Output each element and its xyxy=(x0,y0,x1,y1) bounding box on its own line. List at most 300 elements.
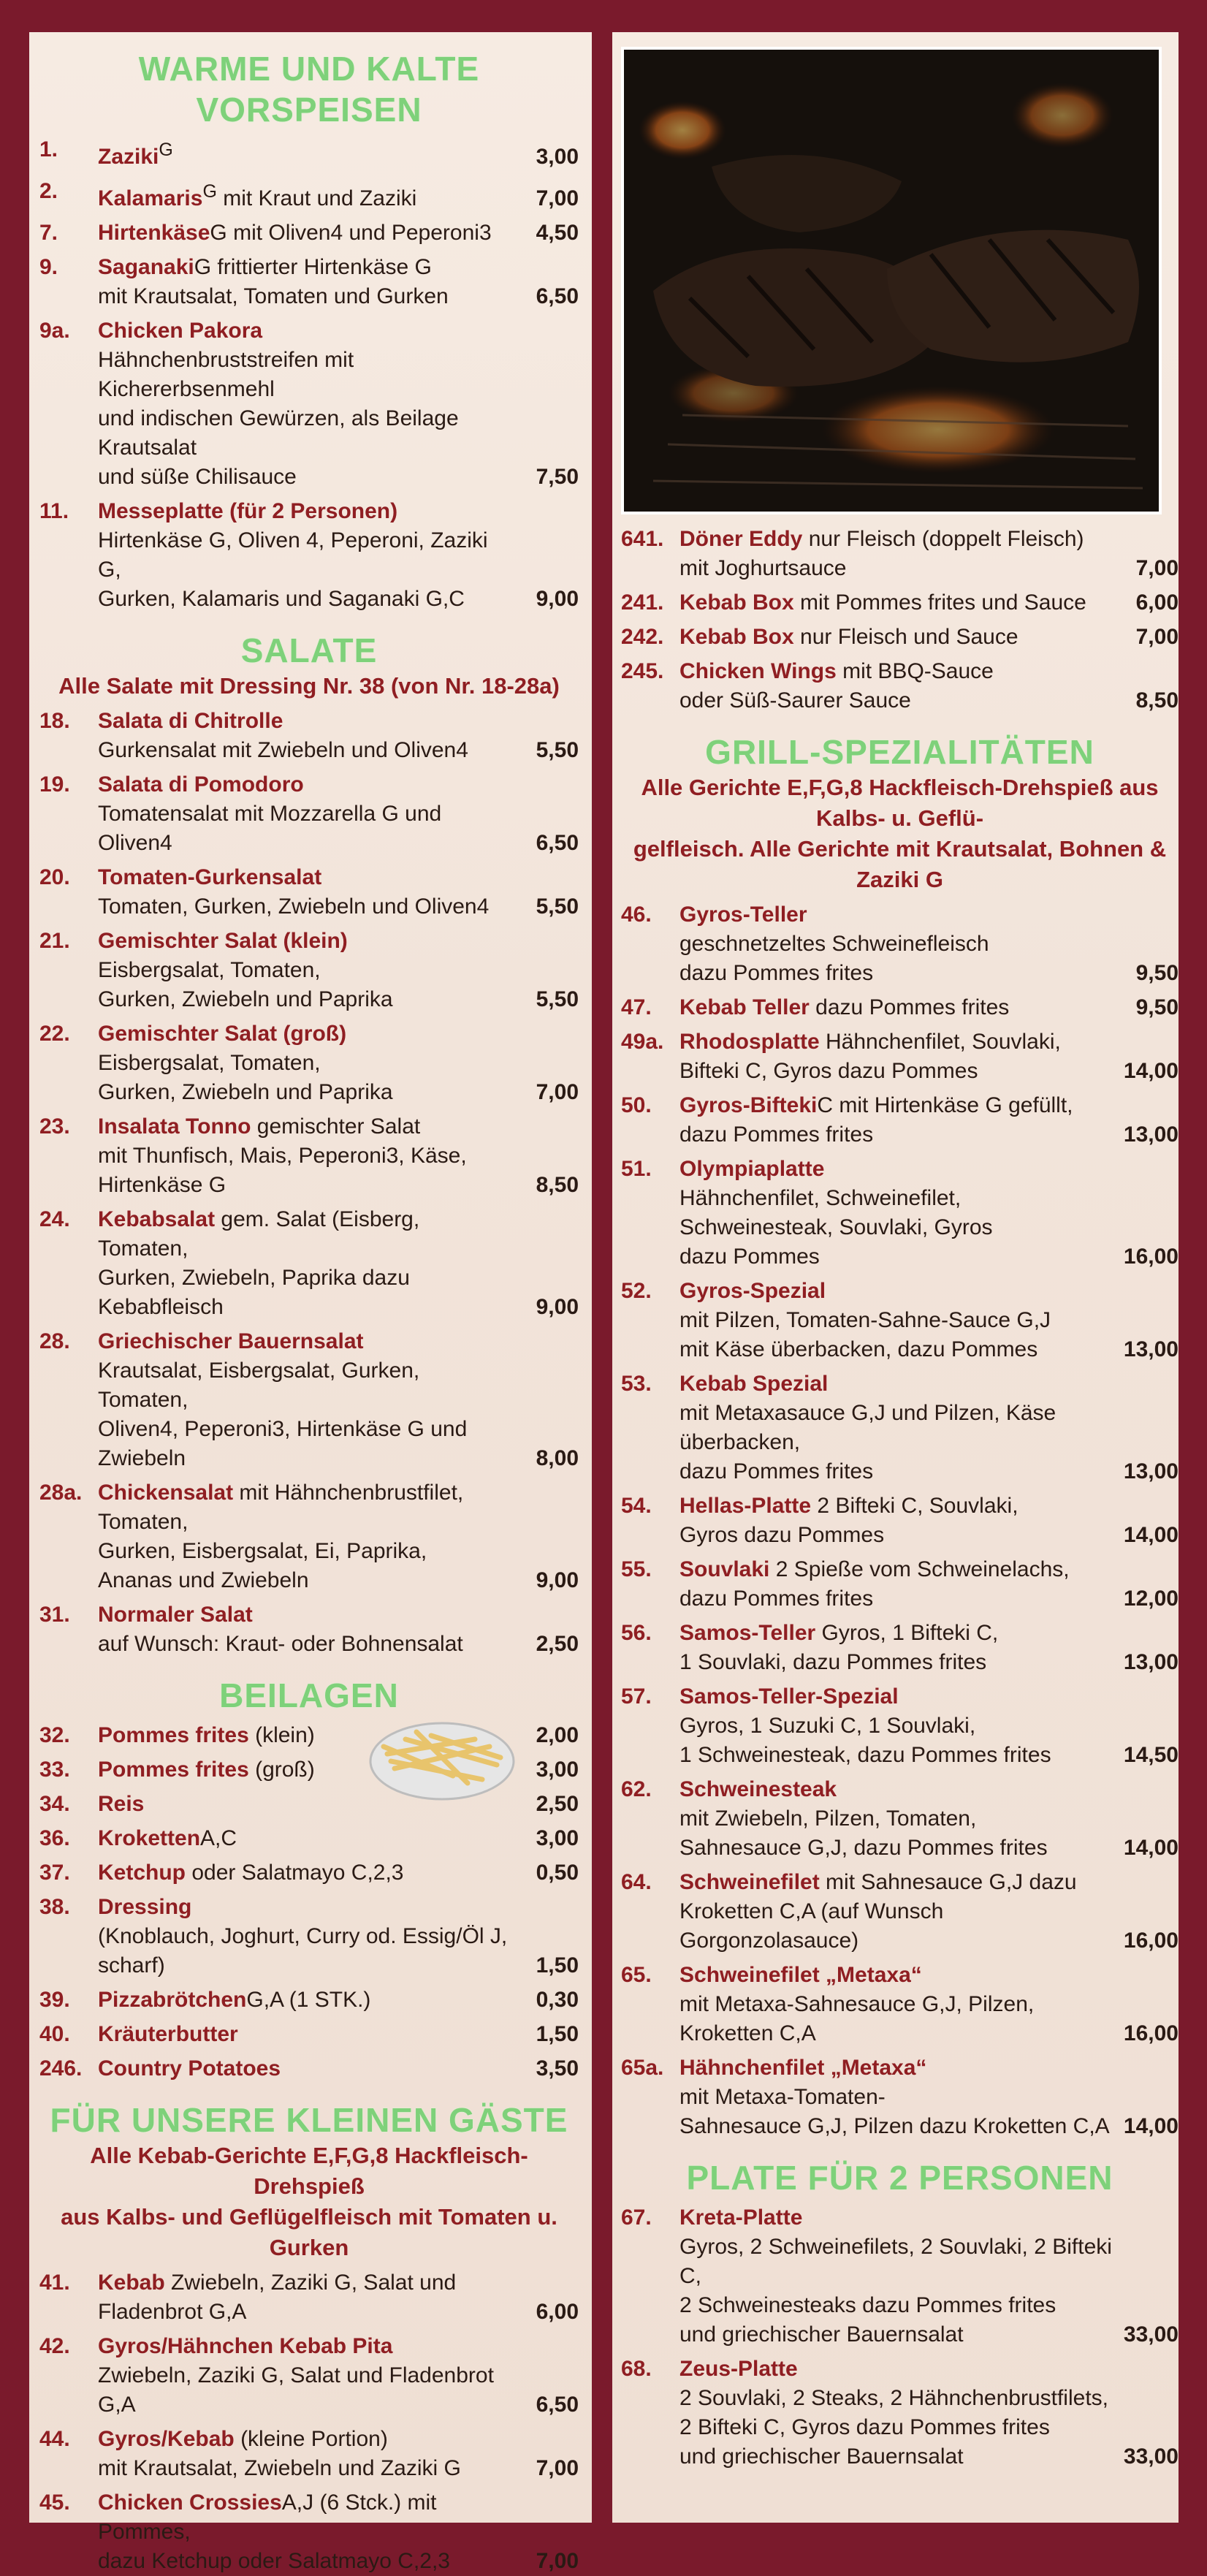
item-name: Gemischter Salat (klein) xyxy=(98,929,348,953)
item-detail-line: mit Käse überbacken, dazu Pommes xyxy=(679,1337,1038,1361)
item-description xyxy=(679,900,1113,988)
item-number: 21. xyxy=(39,929,70,953)
section-title: BEILAGEN xyxy=(219,1676,399,1714)
menu-item xyxy=(621,2355,1179,2471)
item-number: 641. xyxy=(621,527,664,551)
item-description xyxy=(679,1961,1113,2048)
item-price: 4,50 xyxy=(536,221,579,245)
item-number: 245. xyxy=(621,659,664,683)
item-name-line xyxy=(98,2020,513,2049)
item-number: 42. xyxy=(39,2334,70,2358)
item-name-line xyxy=(98,2425,513,2454)
menu-item xyxy=(39,1858,579,1888)
item-name: Chicken Wings xyxy=(679,659,837,683)
item-number: 31. xyxy=(39,1603,70,1627)
item-name-line xyxy=(98,1600,513,1630)
item-name-line xyxy=(98,177,513,213)
menu-item xyxy=(621,1277,1179,1364)
item-detail-line: auf Wunsch: Kraut- oder Bohnensalat xyxy=(98,1632,463,1656)
item-name-line xyxy=(679,993,1113,1022)
item-number: 32. xyxy=(39,1723,70,1747)
item-detail-line: Hirtenkäse G, Oliven 4, Peperoni, Zaziki G, xyxy=(98,528,488,582)
item-price: 16,00 xyxy=(1123,1245,1179,1269)
item-name-line xyxy=(679,2053,1113,2083)
menu-item xyxy=(621,1619,1179,1677)
menu-section xyxy=(39,630,579,1659)
item-price: 14,00 xyxy=(1123,2114,1179,2138)
item-name: Gyros-Teller xyxy=(679,903,807,927)
item-name: Gyros-Spezial xyxy=(679,1279,826,1303)
item-detail-line: mit Pilzen, Tomaten-Sahne-Sauce G,J xyxy=(679,1308,1051,1332)
item-price: 7,50 xyxy=(536,465,579,489)
item-detail: A,J (6 Stck.) mit Pommes, xyxy=(98,2490,437,2544)
item-price: 3,00 xyxy=(536,145,579,169)
item-number: 47. xyxy=(621,995,652,1019)
item-name: Salata di Chitrolle xyxy=(98,709,283,733)
item-price: 14,00 xyxy=(1123,1523,1179,1547)
item-name: Dressing xyxy=(98,1895,192,1919)
menu-item xyxy=(621,1369,1179,1486)
item-detail-line: und indischen Gewürzen, als Beilage Krautsalat xyxy=(98,406,459,460)
item-price: 7,00 xyxy=(1135,556,1179,580)
item-description xyxy=(679,1155,1113,1272)
menu-item xyxy=(39,1824,579,1853)
item-detail-line: Gurken, Eisbergsalat, Ei, Paprika, xyxy=(98,1539,427,1563)
item-name: Zaziki xyxy=(98,145,159,169)
item-price: 8,50 xyxy=(536,1173,579,1197)
item-price: 6,00 xyxy=(1135,590,1179,615)
item-price: 16,00 xyxy=(1123,1929,1179,1953)
item-number: 44. xyxy=(39,2427,70,2451)
item-price: 9,50 xyxy=(1135,961,1179,985)
item-name: Kebab Box xyxy=(679,590,794,615)
item-price: 0,50 xyxy=(536,1861,579,1885)
item-detail: G frittierter Hirtenkäse G xyxy=(194,255,432,279)
item-detail-line: Gyros, 2 Schweinefilets, 2 Souvlaki, 2 Bifteki C, xyxy=(679,2235,1112,2288)
item-name-line xyxy=(98,770,513,799)
item-detail: gem. Salat (Eisberg, Tomaten, xyxy=(98,1207,420,1261)
item-detail-line: oder Süß-Saurer Sauce xyxy=(679,688,911,713)
item-detail-line: (Knoblauch, Joghurt, Curry od. Essig/Öl J, scharf) xyxy=(98,1924,508,1977)
item-description xyxy=(679,1555,1113,1614)
menu-item xyxy=(621,993,1179,1022)
menu-item xyxy=(621,525,1179,583)
item-price: 0,30 xyxy=(536,1988,579,2012)
menu-item xyxy=(621,2203,1179,2349)
item-description xyxy=(98,2054,513,2083)
item-description xyxy=(679,2053,1113,2141)
item-number: 242. xyxy=(621,625,664,649)
item-description xyxy=(98,927,513,1014)
menu-item xyxy=(39,219,579,248)
item-detail-line: 2 Souvlaki, 2 Steaks, 2 Hähnchenbrustfilets, xyxy=(679,2386,1108,2410)
item-detail: dazu Pommes frites xyxy=(809,995,1010,1019)
item-detail: (kleine Portion) xyxy=(234,2427,388,2451)
item-price: 14,50 xyxy=(1123,1743,1179,1767)
item-detail-line: 1 Souvlaki, dazu Pommes frites xyxy=(679,1650,987,1674)
item-name: Country Potatoes xyxy=(98,2056,281,2081)
item-name: Chickensalat xyxy=(98,1481,234,1505)
item-detail-line: mit Krautsalat, Tomaten und Gurken xyxy=(98,284,449,308)
item-name-line xyxy=(98,1986,513,2015)
item-price: 7,00 xyxy=(536,2549,579,2573)
item-price: 3,00 xyxy=(536,1758,579,1782)
allergen-code: G xyxy=(159,140,173,160)
item-name-line xyxy=(679,1961,1113,1990)
section-title: GRILL-SPEZIALITÄTEN xyxy=(705,733,1094,771)
item-detail-line: mit Metaxa-Sahnesauce G,J, Pilzen, Kroketten C,A xyxy=(679,1992,1035,2045)
item-name-line xyxy=(98,927,513,956)
item-detail-line: Ananas und Zwiebeln xyxy=(98,1568,309,1592)
section-title: FÜR UNSERE KLEINEN GÄSTE xyxy=(50,2101,568,2139)
item-detail: Hähnchenfilet, Souvlaki, xyxy=(819,1030,1061,1054)
item-price: 5,50 xyxy=(536,738,579,762)
menu-item xyxy=(621,1961,1179,2048)
item-number: 54. xyxy=(621,1494,652,1518)
item-detail: nur Fleisch (doppelt Fleisch) xyxy=(802,527,1084,551)
item-price: 14,00 xyxy=(1123,1836,1179,1860)
item-price: 7,00 xyxy=(536,186,579,210)
item-price: 9,50 xyxy=(1135,995,1179,1019)
item-detail-line: Oliven4, Peperoni3, Hirtenkäse G und Zwiebeln xyxy=(98,1417,468,1470)
item-description xyxy=(679,1027,1113,1086)
item-price: 1,50 xyxy=(536,1953,579,1977)
item-detail: A,C xyxy=(200,1826,237,1850)
item-number: 55. xyxy=(621,1557,652,1581)
item-price: 13,00 xyxy=(1123,1337,1179,1361)
grill-photo xyxy=(621,47,1162,514)
item-price: 6,00 xyxy=(536,2300,579,2324)
item-name: Chicken Crossies xyxy=(98,2490,282,2515)
item-detail-line: Gurken, Zwiebeln, Paprika dazu Kebabfleisch xyxy=(98,1266,410,1319)
item-name-line xyxy=(98,1019,513,1049)
item-name: Chicken Pakora xyxy=(98,319,263,343)
item-price: 13,00 xyxy=(1123,1459,1179,1483)
item-detail: G,A (1 STK.) xyxy=(246,1988,371,2012)
item-name-line xyxy=(98,253,513,282)
item-description xyxy=(98,2332,513,2420)
item-number: 24. xyxy=(39,1207,70,1231)
item-name: Kräuterbutter xyxy=(98,2022,238,2046)
item-description xyxy=(98,2020,513,2049)
right-top-items xyxy=(621,525,1179,715)
item-number: 38. xyxy=(39,1895,70,1919)
item-name: Hellas-Platte xyxy=(679,1494,812,1518)
item-description xyxy=(679,623,1113,652)
item-description xyxy=(98,2268,513,2327)
item-name-line xyxy=(98,1327,513,1356)
item-name-line xyxy=(679,525,1113,554)
menu-item xyxy=(39,1205,579,1322)
item-name-line xyxy=(679,1775,1113,1804)
item-detail-line: mit Metaxasauce G,J und Pilzen, Käse überbacken, xyxy=(679,1401,1056,1454)
item-description xyxy=(98,1205,513,1322)
item-name-line xyxy=(679,2203,1113,2233)
item-name-line xyxy=(98,2488,513,2547)
menu-item xyxy=(39,2020,579,2049)
item-name: Kebab Box xyxy=(679,625,794,649)
menu-item xyxy=(621,2053,1179,2141)
item-description xyxy=(98,1478,513,1595)
item-detail-line: Gyros dazu Pommes xyxy=(679,1523,885,1547)
item-description xyxy=(679,1277,1113,1364)
item-detail: (groß) xyxy=(248,1758,315,1782)
item-number: 52. xyxy=(621,1279,652,1303)
item-name-line xyxy=(679,2355,1113,2384)
item-name-line xyxy=(679,1027,1113,1057)
item-name-line xyxy=(98,135,513,172)
item-description xyxy=(98,1824,513,1853)
menu-item xyxy=(39,2332,579,2420)
item-price: 9,00 xyxy=(536,587,579,611)
menu-section xyxy=(39,48,579,614)
item-name-line xyxy=(98,707,513,736)
item-detail-line: Gurken, Kalamaris und Saganaki G,C xyxy=(98,587,465,611)
item-name-line xyxy=(679,1619,1113,1648)
menu-item xyxy=(621,1868,1179,1956)
item-name: Gyros/Hähnchen Kebab Pita xyxy=(98,2334,393,2358)
item-name: Döner Eddy xyxy=(679,527,803,551)
item-price: 9,00 xyxy=(536,1295,579,1319)
item-number: 53. xyxy=(621,1372,652,1396)
item-detail-line: Gyros, 1 Suzuki C, 1 Souvlaki, xyxy=(679,1714,976,1738)
item-name: Zeus-Platte xyxy=(679,2357,798,2381)
item-number: 20. xyxy=(39,865,70,889)
item-price: 9,00 xyxy=(536,1568,579,1592)
item-description xyxy=(98,1858,513,1888)
item-description xyxy=(679,588,1113,618)
item-price: 33,00 xyxy=(1123,2322,1179,2347)
item-description xyxy=(98,863,513,922)
menu-item xyxy=(39,2488,579,2576)
item-price: 13,00 xyxy=(1123,1122,1179,1147)
menu-item xyxy=(39,2425,579,2483)
item-name: Ketchup xyxy=(98,1861,186,1885)
menu-right-column xyxy=(612,32,1179,2523)
menu-section xyxy=(621,732,1179,2141)
item-number: 18. xyxy=(39,709,70,733)
section-subtitle: Alle Salate mit Dressing Nr. 38 (von Nr. 18-28a) xyxy=(58,673,560,699)
item-description xyxy=(98,1112,513,1200)
item-description xyxy=(98,1986,513,2015)
menu-item xyxy=(621,623,1179,652)
item-name-line xyxy=(679,657,1113,686)
item-detail: mit BBQ-Sauce xyxy=(836,659,994,683)
item-name: Kreta-Platte xyxy=(679,2205,803,2230)
item-detail: 2 Spieße vom Schweinelachs, xyxy=(769,1557,1070,1581)
item-detail: C mit Hirtenkäse G gefüllt, xyxy=(817,1093,1073,1117)
item-detail-line: mit Krautsalat, Zwiebeln und Zaziki G xyxy=(98,2456,461,2480)
menu-item xyxy=(621,1775,1179,1863)
item-number: 11. xyxy=(39,499,69,523)
item-name: Griechischer Bauernsalat xyxy=(98,1329,364,1353)
item-description xyxy=(98,1019,513,1107)
item-price: 3,50 xyxy=(536,2056,579,2081)
item-detail-line: Gurken, Zwiebeln und Paprika xyxy=(98,1080,393,1104)
item-name-line xyxy=(679,1369,1113,1399)
item-price: 2,50 xyxy=(536,1792,579,1816)
item-detail: Zwiebeln, Zaziki G, Salat und Fladenbrot G,A xyxy=(98,2271,457,2324)
item-description xyxy=(679,1369,1113,1486)
item-description xyxy=(679,1775,1113,1863)
item-name: Saganaki xyxy=(98,255,194,279)
item-number: 46. xyxy=(621,903,652,927)
item-description xyxy=(679,2203,1113,2349)
item-name-line xyxy=(98,1858,513,1888)
item-number: 28. xyxy=(39,1329,70,1353)
item-name-line xyxy=(679,1868,1113,1897)
item-description xyxy=(98,770,513,858)
item-description xyxy=(679,993,1113,1022)
item-name-line xyxy=(98,316,513,346)
item-number: 57. xyxy=(621,1684,652,1709)
item-description xyxy=(98,316,513,492)
item-price: 33,00 xyxy=(1123,2444,1179,2469)
menu-item xyxy=(39,177,579,213)
menu-item xyxy=(39,1893,579,1980)
item-detail-line: Hähnchenfilet, Schweinefilet, xyxy=(679,1186,962,1210)
menu-item xyxy=(39,1112,579,1200)
item-name: Kebab xyxy=(98,2271,165,2295)
item-description xyxy=(98,1327,513,1473)
item-number: 49a. xyxy=(621,1030,664,1054)
item-number: 51. xyxy=(621,1157,652,1181)
item-name: Hähnchenfilet „Metaxa“ xyxy=(679,2056,927,2080)
item-detail-line: dazu Pommes frites xyxy=(679,1587,874,1611)
item-price: 14,00 xyxy=(1123,1059,1179,1083)
item-name: Gemischter Salat (groß) xyxy=(98,1022,347,1046)
item-detail-line: mit Zwiebeln, Pilzen, Tomaten, xyxy=(679,1806,977,1831)
item-detail-line: dazu Pommes frites xyxy=(679,1459,874,1483)
item-name: Kroketten xyxy=(98,1826,201,1850)
item-description xyxy=(679,1682,1113,1770)
item-number: 9. xyxy=(39,255,58,279)
item-price: 5,50 xyxy=(536,894,579,919)
item-price: 5,50 xyxy=(536,987,579,1011)
item-price: 3,00 xyxy=(536,1826,579,1850)
item-name: Samos-Teller xyxy=(679,1621,816,1645)
item-detail-line: 2 Schweinesteaks dazu Pommes frites xyxy=(679,2293,1056,2317)
menu-item xyxy=(621,900,1179,988)
item-name-line xyxy=(98,2268,513,2327)
item-name: Reis xyxy=(98,1792,145,1816)
menu-item xyxy=(621,1091,1179,1150)
item-name: Kebab Teller xyxy=(679,995,810,1019)
item-description xyxy=(98,177,513,213)
item-detail-line: dazu Pommes frites xyxy=(679,961,874,985)
item-detail-line: Tomaten, Gurken, Zwiebeln und Oliven4 xyxy=(98,894,490,919)
item-number: 36. xyxy=(39,1826,70,1850)
item-description xyxy=(679,1619,1113,1677)
item-name: Kebab Spezial xyxy=(679,1372,829,1396)
section-title: PLATE FÜR 2 PERSONEN xyxy=(686,2159,1113,2197)
item-price: 6,50 xyxy=(536,284,579,308)
menu-item xyxy=(621,1682,1179,1770)
menu-section xyxy=(621,2157,1179,2471)
item-price: 2,00 xyxy=(536,1723,579,1747)
menu-item xyxy=(39,135,579,172)
item-detail-line: dazu Pommes xyxy=(679,1245,820,1269)
menu-item xyxy=(621,1155,1179,1272)
item-detail: mit Kraut und Zaziki xyxy=(216,186,417,210)
item-name: Schweinefilet xyxy=(679,1870,820,1894)
item-detail-line: mit Joghurtsauce xyxy=(679,556,847,580)
menu-item xyxy=(621,1492,1179,1550)
item-price: 6,50 xyxy=(536,2393,579,2417)
item-name: Kalamaris xyxy=(98,186,203,210)
item-detail-line: Gurkensalat mit Zwiebeln und Oliven4 xyxy=(98,738,468,762)
menu-item xyxy=(39,253,579,311)
item-number: 33. xyxy=(39,1758,70,1782)
item-description xyxy=(679,1868,1113,1956)
item-detail-line: Gurken, Zwiebeln und Paprika xyxy=(98,987,393,1011)
item-detail: G mit Oliven4 und Peperoni3 xyxy=(210,221,492,245)
item-number: 22. xyxy=(39,1022,70,1046)
item-name: Pizzabrötchen xyxy=(98,1988,247,2012)
item-number: 62. xyxy=(621,1777,652,1801)
menu-item xyxy=(39,927,579,1014)
item-detail-line: Eisbergsalat, Tomaten, xyxy=(98,958,321,982)
item-detail-line: und griechischer Bauernsalat xyxy=(679,2444,964,2469)
item-number: 23. xyxy=(39,1114,70,1139)
item-number: 64. xyxy=(621,1870,652,1894)
menu-item xyxy=(621,1555,1179,1614)
item-description xyxy=(98,2488,513,2576)
item-name-line xyxy=(98,863,513,892)
menu-item xyxy=(39,863,579,922)
item-detail: Gyros, 1 Bifteki C, xyxy=(815,1621,999,1645)
item-number: 56. xyxy=(621,1621,652,1645)
menu-item xyxy=(39,707,579,765)
item-name: Messeplatte (für 2 Personen) xyxy=(98,499,398,523)
menu-item xyxy=(39,1600,579,1659)
item-detail-line: geschnetzeltes Schweinefleisch xyxy=(679,932,989,956)
item-name: Rhodosplatte xyxy=(679,1030,820,1054)
item-number: 34. xyxy=(39,1792,70,1816)
item-detail-line: Sahnesauce G,J, dazu Pommes frites xyxy=(679,1836,1048,1860)
menu-item xyxy=(39,2268,579,2327)
item-description xyxy=(679,525,1113,583)
item-detail-line: 1 Schweinesteak, dazu Pommes frites xyxy=(679,1743,1051,1767)
item-price: 8,50 xyxy=(1135,688,1179,713)
item-name: Pommes frites xyxy=(98,1723,249,1747)
item-name-line xyxy=(98,497,513,526)
item-description xyxy=(679,1091,1113,1150)
item-name: Insalata Tonno xyxy=(98,1114,251,1139)
item-detail-line: Eisbergsalat, Tomaten, xyxy=(98,1051,321,1075)
item-description xyxy=(98,1600,513,1659)
menu-item xyxy=(39,770,579,858)
item-detail-line: und griechischer Bauernsalat xyxy=(679,2322,964,2347)
item-number: 9a. xyxy=(39,319,70,343)
item-detail-line: Hähnchenbruststreifen mit Kichererbsenmehl xyxy=(98,348,354,401)
item-name-line xyxy=(679,1277,1113,1306)
item-detail: mit Pommes frites und Sauce xyxy=(793,590,1086,615)
item-number: 1. xyxy=(39,137,58,162)
item-name: Salata di Pomodoro xyxy=(98,772,304,797)
item-name-line xyxy=(98,1478,513,1537)
section-subtitle: gelfleisch. Alle Gerichte mit Krautsalat, Bohnen & Zaziki G xyxy=(633,836,1167,892)
item-number: 19. xyxy=(39,772,70,797)
item-name: Pommes frites xyxy=(98,1758,249,1782)
item-detail-line: 2 Bifteki C, Gyros dazu Pommes frites xyxy=(679,2415,1050,2439)
item-number: 246. xyxy=(39,2056,83,2081)
item-number: 50. xyxy=(621,1093,652,1117)
item-name: Gyros-Bifteki xyxy=(679,1093,818,1117)
menu-item xyxy=(39,1327,579,1473)
item-name-line xyxy=(98,1824,513,1853)
section-title: WARME UND KALTE xyxy=(138,50,480,88)
